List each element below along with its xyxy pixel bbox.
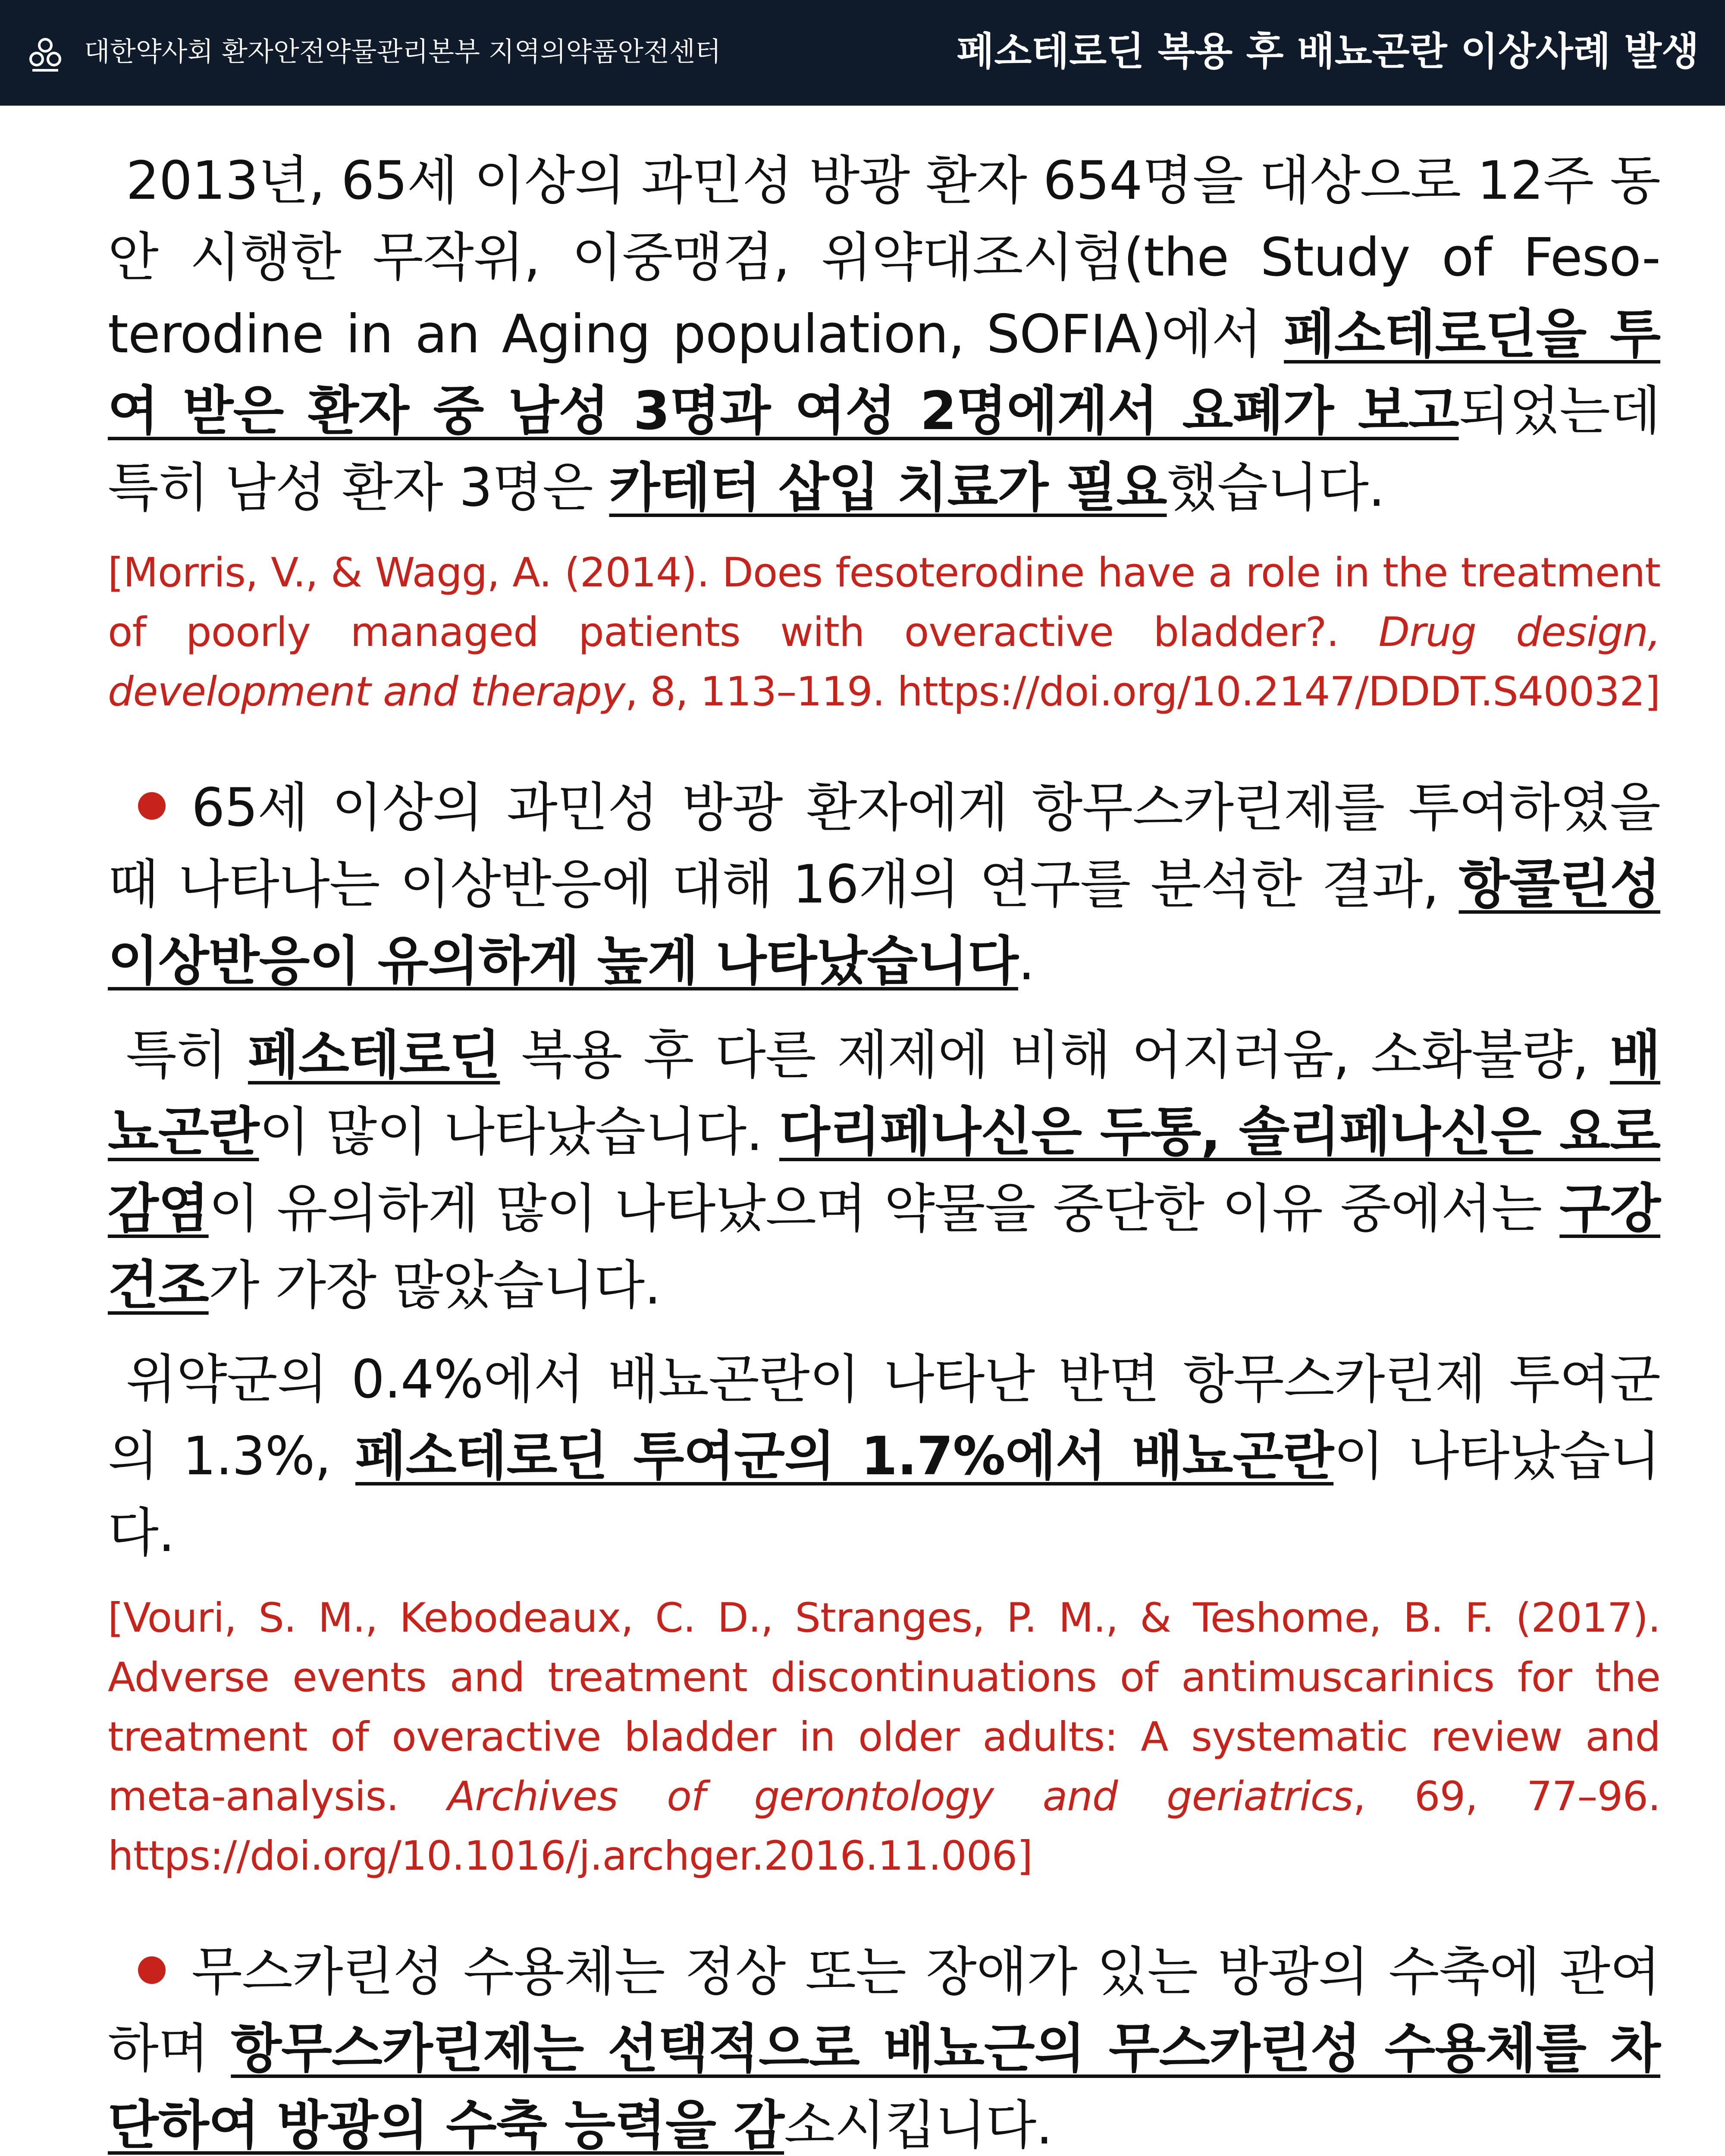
highlight-mechanism: 항무스카린제는 선택적으로 배뇨근의 무스카린성 수용체를 차단하여 방광의 수축 능력을 감 — [108, 2018, 1661, 2156]
highlight-catheter: 카테터 삽입 치료가 필요 — [609, 457, 1167, 518]
highlight-fesoterodine: 페소테로딘 — [248, 1025, 500, 1086]
highlight-darifenacin-solifenacin: 다리페나신은 두통, 솔리페나신은 요로감염 — [108, 1101, 1660, 1239]
bullet-dot-icon — [138, 792, 166, 820]
bullet-mechanism: 무스카린성 수용체는 정상 또는 장애가 있는 방광의 수축에 관여하며 항무스카린제는 선택적으로 배뇨근의 무스카린성 수용체를 차단하여 방광의 수축 능력을 감소시킵니다. — [108, 1941, 1661, 2156]
reference-morris-2014: [Morris, V., & Wagg, A. (2014). Does fesoterodine have a role in the treatment of poorly managed patients with overactive bladder?. Drug design, development and therapy, 8, 113–119. https://doi.org/10.2147/DDDT.S40032] — [108, 549, 1660, 715]
bullet-meta-analysis: 65세 이상의 과민성 방광 환자에게 항무스카린제를 투여하였을 때 나타나는 이상반응에 대해 16개의 연구를 분석한 결과, 항콜린성 이상반응이 유의하게 높게 나타났습니다. — [108, 777, 1660, 992]
highlight-dry-mouth: 구강건조 — [108, 1178, 1660, 1316]
page-content — [108, 142, 1660, 2156]
header-bar — [0, 0, 1725, 106]
paragraph-dysuria-rates: 위약군의 0.4%에서 배뇨곤란이 나타난 반면 항무스카린제 투여군의 1.3%, 페소테로딘 투여군의 1.7%에서 배뇨곤란이 나타났습니다. — [108, 1349, 1660, 1564]
reference-vouri-2017: [Vouri, S. M., Kebodeaux, C. D., Stranges, P. M., & Teshome, B. F. (2017). Adverse events and treatment discontinuations of antimuscarinics for the treatment of overactive bladder in older adults: A systematic review and meta-analysis. Archives of gerontology and geriatrics, 69, 77–96. https://doi.org/10.1016/j.archger.2016.11.006] — [108, 1595, 1660, 1880]
organization-name: 대한약사회 환자안전약물관리본부 지역의약품안전센터 — [84, 36, 721, 67]
document-title: 페소테로딘 복용 후 배뇨곤란 이상사례 발생 — [957, 29, 1699, 74]
paragraph-adverse-events: 특히 페소테로딘 복용 후 다른 제제에 비해 어지러움, 소화불량, 배뇨곤란이 많이 나타났습니다. 다리페나신은 두통, 솔리페나신은 요로감염이 유의하게 많이 나타났으며 약물을 중단한 이유 중에서는 구강건조가 가장 많았습니다. — [108, 1025, 1661, 1316]
highlight-fesoterodine-rate: 페소테로딘 투여군의 1.7%에서 배뇨곤란 — [355, 1426, 1334, 1487]
paragraph-sofia-study: 2013년, 65세 이상의 과민성 방광 환자 654명을 대상으로 12주 동안 시행한 무작위, 이중맹검, 위약대조시험(the Study of Feso-terodine in an Aging population, SOFIA)에서 페소테로딘을 투여 받은 환자 중 남성 3명과 여성 2명에게서 요폐가 보고되었는데 특히 남성 환자 3명은 카테터 삽입 치료가 필요했습니다. — [108, 150, 1660, 518]
reference-journal: Archives of gerontology and geriatrics — [447, 1773, 1353, 1820]
highlight-dysuria: 배뇨곤란 — [108, 1025, 1661, 1163]
reference-journal: Drug design, development and therapy — [108, 609, 1660, 715]
bullet-dot-icon — [138, 1956, 166, 1984]
highlight-retention-report: 페소테로딘을 투여 받은 환자 중 남성 3명과 여성 2명에게서 요폐가 보고 — [108, 304, 1660, 442]
association-logo-icon — [24, 32, 67, 75]
highlight-anticholinergic: 항콜린성 이상반응이 유의하게 높게 나타났습니다 — [108, 854, 1660, 992]
